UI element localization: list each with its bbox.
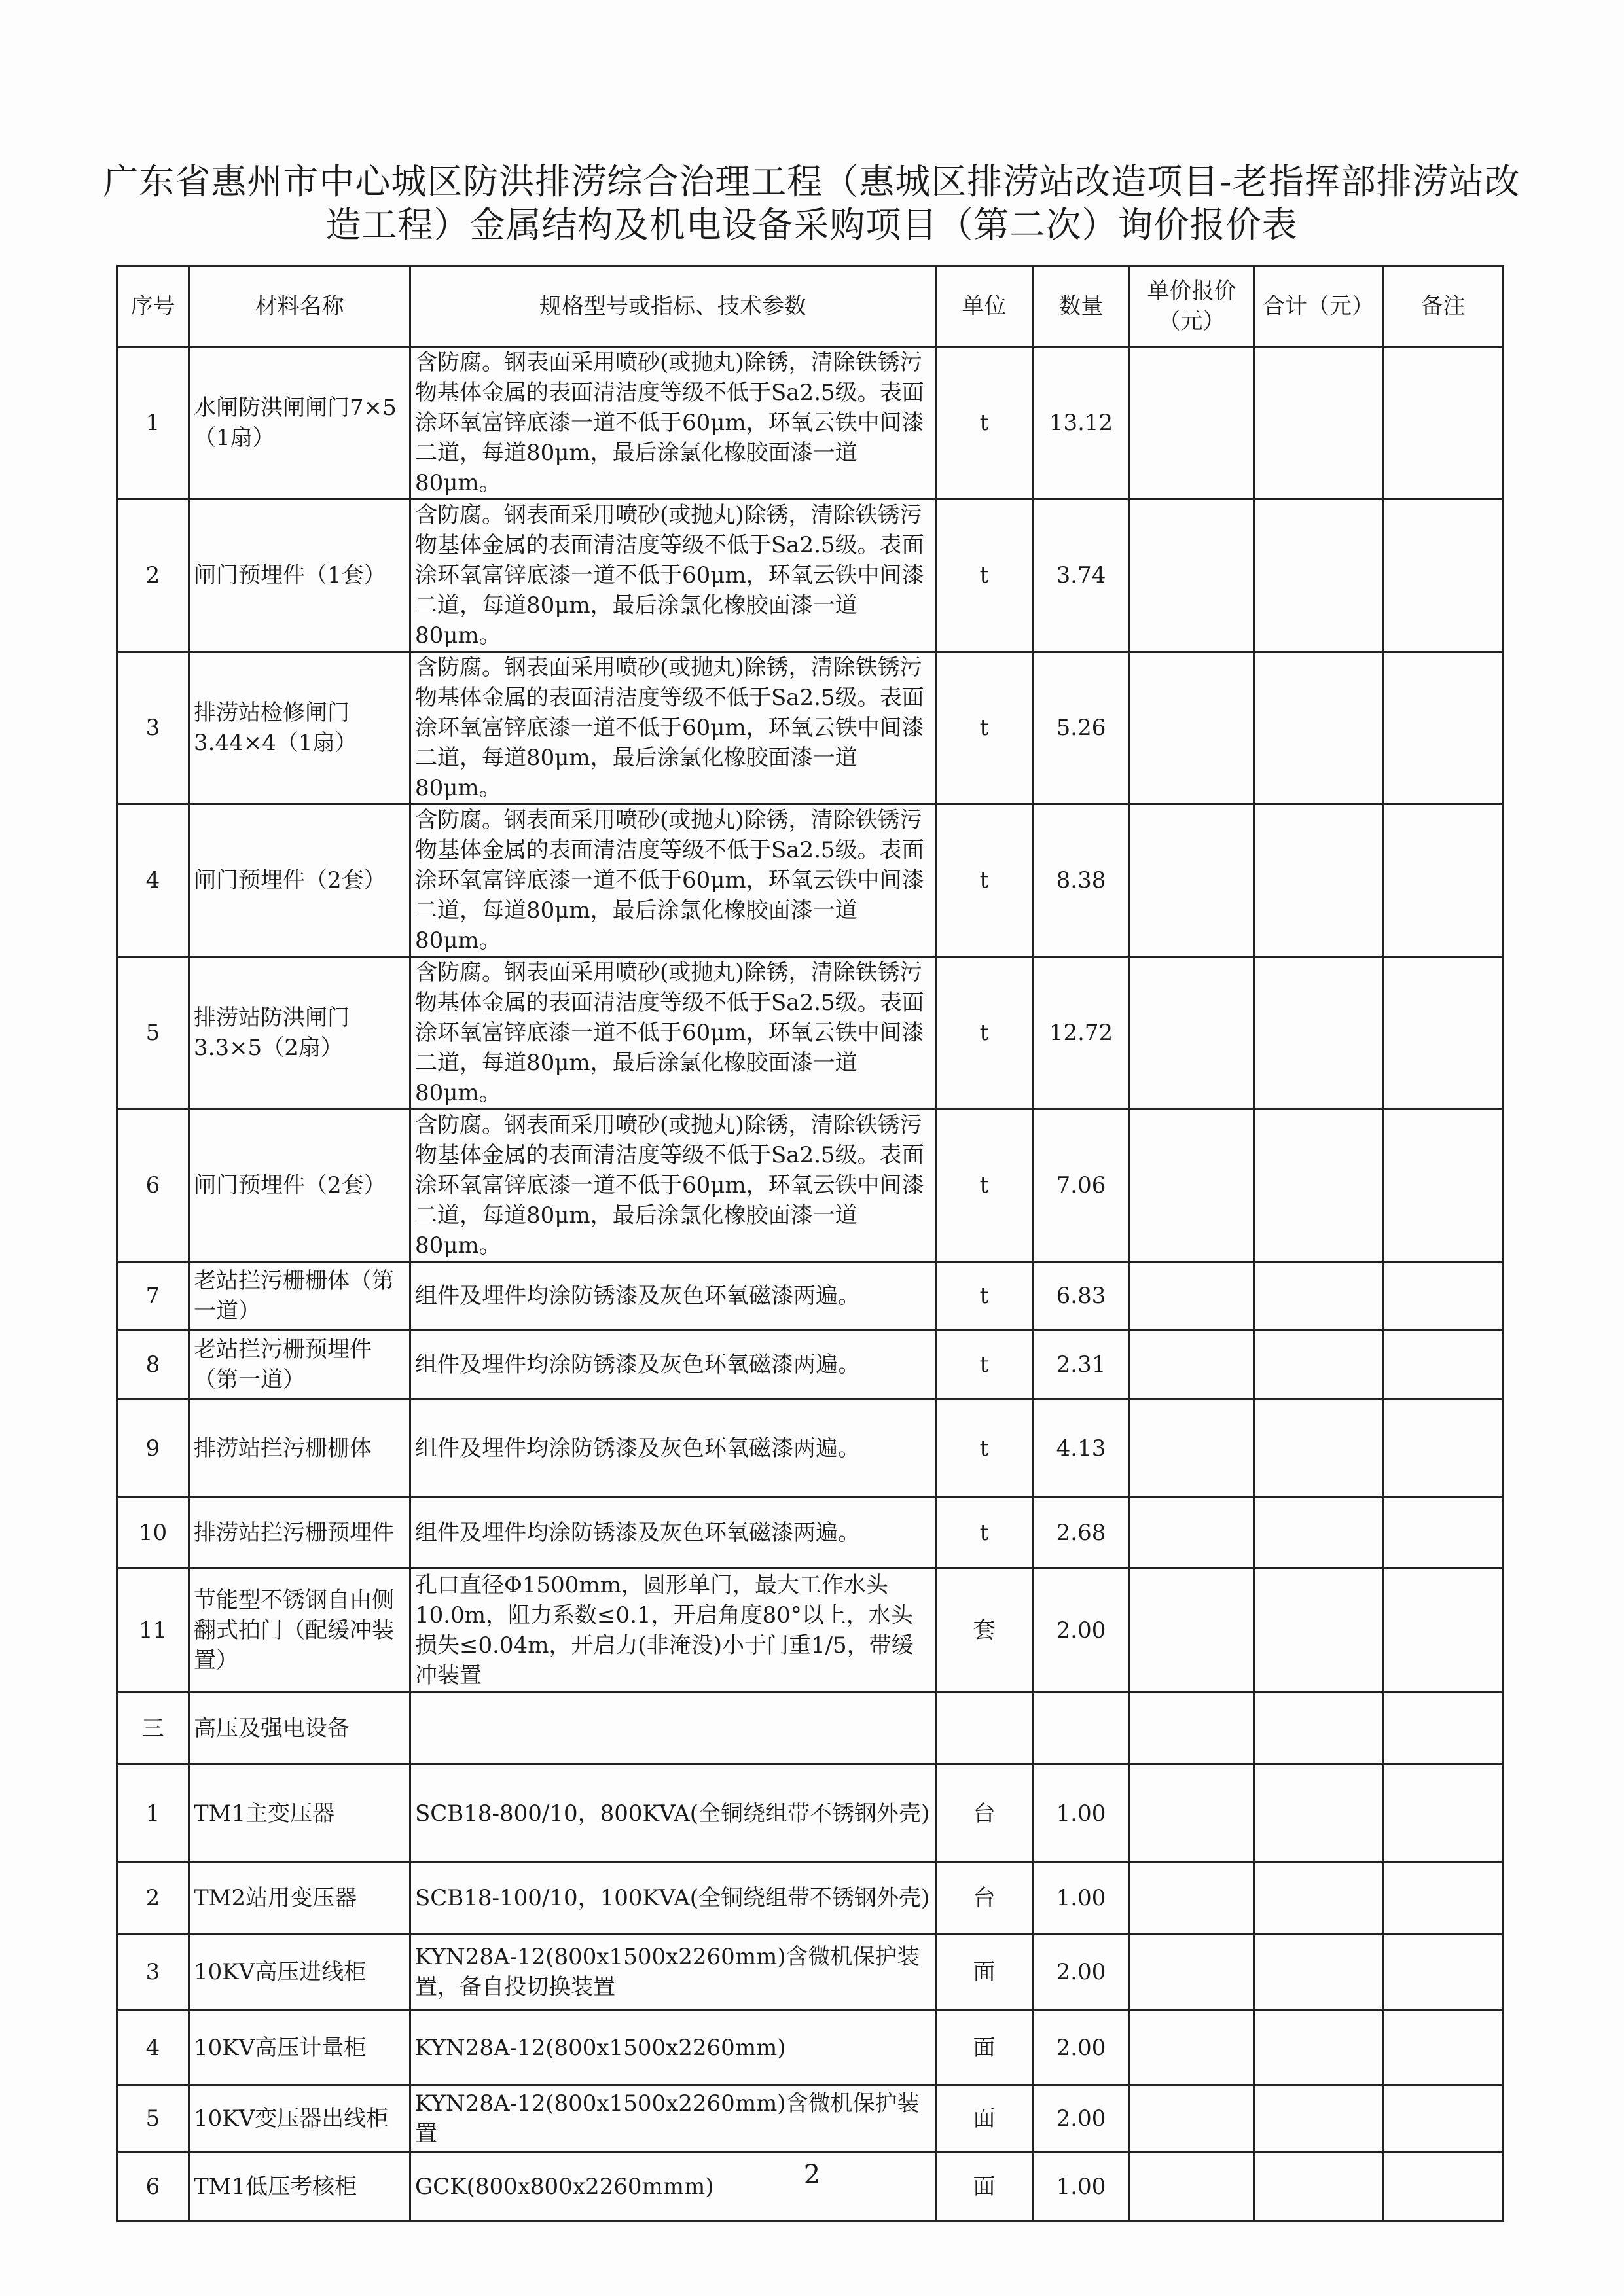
row-unit: t [936, 1399, 1033, 1498]
row-name: 排涝站拦污栅栅体 [189, 1399, 410, 1498]
row-unit: t [936, 499, 1033, 652]
row-unit-price [1130, 1934, 1254, 2011]
row-unit: t [936, 1498, 1033, 1568]
row-unit-price [1130, 1765, 1254, 1863]
row-spec: 含防腐。钢表面采用喷砂(或抛丸)除锈，清除铁锈污物基体金属的表面清洁度等级不低于Sa2.5级。表面涂环氧富锌底漆一道不低于60μm，环氧云铁中间漆二道，每道80μm，最后涂氯化橡胶面漆一道80μm。 [410, 804, 936, 957]
header-row [117, 266, 1504, 347]
header-name: 材料名称 [189, 266, 410, 347]
row-name: 节能型不锈钢自由侧翻式拍门（配缓冲装置） [189, 1568, 410, 1693]
row-unit: t [936, 1331, 1033, 1399]
row-note [1383, 957, 1504, 1109]
row-note [1383, 1693, 1504, 1765]
row-no: 9 [117, 1399, 189, 1498]
row-no: 4 [117, 2011, 189, 2085]
row-qty: 13.12 [1033, 347, 1130, 499]
row-note [1383, 2011, 1504, 2085]
row-no: 8 [117, 1331, 189, 1399]
row-qty: 6.83 [1033, 1262, 1130, 1331]
table-row [117, 804, 1504, 957]
row-spec: SCB18-800/10，800KVA(全铜绕组带不锈钢外壳) [410, 1765, 936, 1863]
row-qty: 3.74 [1033, 499, 1130, 652]
row-spec: 含防腐。钢表面采用喷砂(或抛丸)除锈，清除铁锈污物基体金属的表面清洁度等级不低于Sa2.5级。表面涂环氧富锌底漆一道不低于60μm，环氧云铁中间漆二道，每道80μm，最后涂氯化橡胶面漆一道80μm。 [410, 652, 936, 804]
row-no: 3 [117, 652, 189, 804]
row-total [1254, 1934, 1383, 2011]
table-row [117, 1498, 1504, 1568]
row-total [1254, 1498, 1383, 1568]
row-unit: t [936, 1109, 1033, 1262]
row-qty: 8.38 [1033, 804, 1130, 957]
section-row [117, 1693, 1504, 1765]
header-note: 备注 [1383, 266, 1504, 347]
row-unit: t [936, 804, 1033, 957]
row-qty: 1.00 [1033, 2153, 1130, 2221]
table-row [117, 1262, 1504, 1331]
row-spec: 孔口直径Φ1500mm，圆形单门，最大工作水头10.0m，阻力系数≤0.1，开启角度80°以上，水头损失≤0.04m，开启力(非淹没)小于门重1/5，带缓冲装置 [410, 1568, 936, 1693]
row-note [1383, 1262, 1504, 1331]
row-note [1383, 2085, 1504, 2153]
row-total [1254, 1262, 1383, 1331]
row-unit-price [1130, 2085, 1254, 2153]
row-note [1383, 1399, 1504, 1498]
row-qty: 2.00 [1033, 2011, 1130, 2085]
table-row [117, 2085, 1504, 2153]
row-total [1254, 1331, 1383, 1399]
row-unit [936, 1693, 1033, 1765]
row-name: TM2站用变压器 [189, 1863, 410, 1934]
row-spec: SCB18-100/10，100KVA(全铜绕组带不锈钢外壳) [410, 1863, 936, 1934]
row-no: 10 [117, 1498, 189, 1568]
header-unit: 单位 [936, 266, 1033, 347]
row-note [1383, 347, 1504, 499]
table-row [117, 1331, 1504, 1399]
row-qty: 2.68 [1033, 1498, 1130, 1568]
row-total [1254, 1863, 1383, 1934]
row-no: 6 [117, 2153, 189, 2221]
row-name: 老站拦污栅预埋件（第一道） [189, 1331, 410, 1399]
row-total [1254, 1765, 1383, 1863]
row-name: 闸门预埋件（1套） [189, 499, 410, 652]
row-name: 排涝站检修闸门3.44×4（1扇） [189, 652, 410, 804]
row-unit-price [1130, 652, 1254, 804]
document-title [98, 160, 1525, 247]
page-number: 2 [803, 2160, 821, 2190]
row-note [1383, 804, 1504, 957]
row-total [1254, 652, 1383, 804]
row-spec: 组件及埋件均涂防锈漆及灰色环氧磁漆两遍。 [410, 1331, 936, 1399]
row-unit-price [1130, 1693, 1254, 1765]
row-name: 10KV高压进线柜 [189, 1934, 410, 2011]
row-unit: t [936, 347, 1033, 499]
header-qty: 数量 [1033, 266, 1130, 347]
header-unit-price: 单价报价（元） [1130, 266, 1254, 347]
row-name: 老站拦污栅栅体（第一道） [189, 1262, 410, 1331]
table-row [117, 1399, 1504, 1498]
table-row [117, 1863, 1504, 1934]
row-name: TM1低压考核柜 [189, 2153, 410, 2221]
row-total [1254, 499, 1383, 652]
row-note [1383, 1863, 1504, 1934]
row-unit: t [936, 1262, 1033, 1331]
row-unit-price [1130, 499, 1254, 652]
row-unit-price [1130, 2011, 1254, 2085]
row-note [1383, 499, 1504, 652]
row-unit-price [1130, 1331, 1254, 1399]
row-total [1254, 957, 1383, 1109]
row-name: TM1主变压器 [189, 1765, 410, 1863]
row-unit: 台 [936, 1863, 1033, 1934]
row-unit: 面 [936, 2085, 1033, 2153]
header-no: 序号 [117, 266, 189, 347]
row-total [1254, 1568, 1383, 1693]
row-no: 2 [117, 499, 189, 652]
row-spec: 组件及埋件均涂防锈漆及灰色环氧磁漆两遍。 [410, 1262, 936, 1331]
row-no: 11 [117, 1568, 189, 1693]
row-note [1383, 1568, 1504, 1693]
row-spec: 含防腐。钢表面采用喷砂(或抛丸)除锈，清除铁锈污物基体金属的表面清洁度等级不低于Sa2.5级。表面涂环氧富锌底漆一道不低于60μm，环氧云铁中间漆二道，每道80μm，最后涂氯化橡胶面漆一道80μm。 [410, 347, 936, 499]
row-unit-price [1130, 1262, 1254, 1331]
row-qty: 7.06 [1033, 1109, 1130, 1262]
row-unit-price [1130, 1399, 1254, 1498]
row-total [1254, 2011, 1383, 2085]
row-total [1254, 1693, 1383, 1765]
table-row [117, 957, 1504, 1109]
row-qty: 1.00 [1033, 1765, 1130, 1863]
row-unit-price [1130, 347, 1254, 499]
row-unit-price [1130, 1863, 1254, 1934]
row-no: 3 [117, 1934, 189, 2011]
row-note [1383, 1109, 1504, 1262]
row-no: 5 [117, 2085, 189, 2153]
row-total [1254, 1109, 1383, 1262]
table-row [117, 1934, 1504, 2011]
row-spec: 含防腐。钢表面采用喷砂(或抛丸)除锈，清除铁锈污物基体金属的表面清洁度等级不低于Sa2.5级。表面涂环氧富锌底漆一道不低于60μm，环氧云铁中间漆二道，每道80μm，最后涂氯化橡胶面漆一道80μm。 [410, 499, 936, 652]
title-line-2: 造工程）金属结构及机电设备采购项目（第二次）询价报价表 [325, 204, 1298, 245]
row-unit: 面 [936, 2153, 1033, 2221]
header-spec: 规格型号或指标、技术参数 [410, 266, 936, 347]
row-unit-price [1130, 1568, 1254, 1693]
row-note [1383, 1765, 1504, 1863]
quotation-table [116, 265, 1504, 2222]
row-unit-price [1130, 804, 1254, 957]
table-row [117, 347, 1504, 499]
row-unit: 面 [936, 2011, 1033, 2085]
row-qty: 1.00 [1033, 1863, 1130, 1934]
row-qty: 4.13 [1033, 1399, 1130, 1498]
row-spec: KYN28A-12(800x1500x2260mm)含微机保护装置，备自投切换装置 [410, 1934, 936, 2011]
row-total [1254, 2085, 1383, 2153]
row-spec [410, 1693, 936, 1765]
row-spec: KYN28A-12(800x1500x2260mm)含微机保护装置 [410, 2085, 936, 2153]
row-note [1383, 1934, 1504, 2011]
row-unit: t [936, 957, 1033, 1109]
row-qty: 2.00 [1033, 1568, 1130, 1693]
row-qty: 12.72 [1033, 957, 1130, 1109]
row-qty [1033, 1693, 1130, 1765]
row-no: 7 [117, 1262, 189, 1331]
row-qty: 5.26 [1033, 652, 1130, 804]
row-unit: 套 [936, 1568, 1033, 1693]
row-no: 1 [117, 1765, 189, 1863]
row-unit-price [1130, 1109, 1254, 1262]
row-spec: GCK(800x800x2260mmm) [410, 2153, 936, 2221]
row-name: 排涝站拦污栅预埋件 [189, 1498, 410, 1568]
row-name: 10KV变压器出线柜 [189, 2085, 410, 2153]
table-row [117, 499, 1504, 652]
row-spec: 含防腐。钢表面采用喷砂(或抛丸)除锈，清除铁锈污物基体金属的表面清洁度等级不低于Sa2.5级。表面涂环氧富锌底漆一道不低于60μm，环氧云铁中间漆二道，每道80μm，最后涂氯化橡胶面漆一道80μm。 [410, 1109, 936, 1262]
row-unit-price [1130, 1498, 1254, 1568]
row-unit: t [936, 652, 1033, 804]
table-row [117, 652, 1504, 804]
row-note [1383, 652, 1504, 804]
row-no: 4 [117, 804, 189, 957]
row-unit: 台 [936, 1765, 1033, 1863]
row-note [1383, 1331, 1504, 1399]
title-line-1: 广东省惠州市中心城区防洪排涝综合治理工程（惠城区排涝站改造项目-老指挥部排涝站改 [103, 161, 1521, 202]
header-total: 合计（元） [1254, 266, 1383, 347]
row-unit-price [1130, 957, 1254, 1109]
row-spec: 组件及埋件均涂防锈漆及灰色环氧磁漆两遍。 [410, 1498, 936, 1568]
table-row [117, 1109, 1504, 1262]
row-name: 排涝站防洪闸门3.3×5（2扇） [189, 957, 410, 1109]
row-spec: KYN28A-12(800x1500x2260mm) [410, 2011, 936, 2085]
row-unit: 面 [936, 1934, 1033, 2011]
row-name: 10KV高压计量柜 [189, 2011, 410, 2085]
row-total [1254, 804, 1383, 957]
row-note [1383, 1498, 1504, 1568]
row-name: 闸门预埋件（2套） [189, 804, 410, 957]
row-qty: 2.00 [1033, 1934, 1130, 2011]
row-no: 1 [117, 347, 189, 499]
row-total [1254, 347, 1383, 499]
row-no: 2 [117, 1863, 189, 1934]
table-row [117, 1568, 1504, 1693]
row-no: 三 [117, 1693, 189, 1765]
row-name: 闸门预埋件（2套） [189, 1109, 410, 1262]
row-total [1254, 1399, 1383, 1498]
table-row [117, 1765, 1504, 1863]
row-name: 高压及强电设备 [189, 1693, 410, 1765]
row-name: 水闸防洪闸闸门7×5（1扇） [189, 347, 410, 499]
row-spec: 含防腐。钢表面采用喷砂(或抛丸)除锈，清除铁锈污物基体金属的表面清洁度等级不低于Sa2.5级。表面涂环氧富锌底漆一道不低于60μm，环氧云铁中间漆二道，每道80μm，最后涂氯化橡胶面漆一道80μm。 [410, 957, 936, 1109]
row-qty: 2.31 [1033, 1331, 1130, 1399]
row-spec: 组件及埋件均涂防锈漆及灰色环氧磁漆两遍。 [410, 1399, 936, 1498]
table-row [117, 2011, 1504, 2085]
row-qty: 2.00 [1033, 2085, 1130, 2153]
row-no: 5 [117, 957, 189, 1109]
row-no: 6 [117, 1109, 189, 1262]
